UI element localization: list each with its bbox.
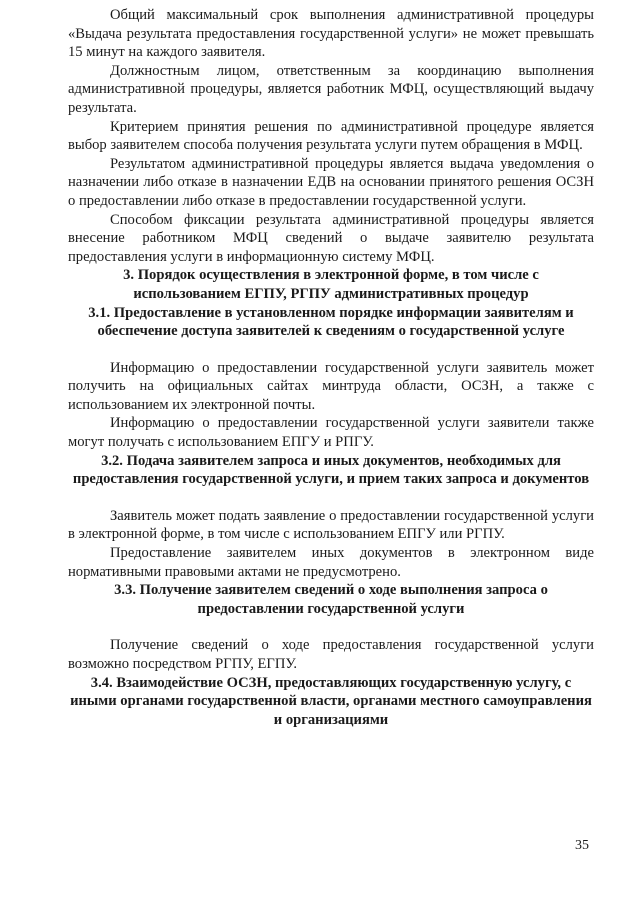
- section-3-2-heading: 3.2. Подача заявителем запроса и иных документов, необходимых для предоставления государственной услуги, и прием таких запроса и документов: [72, 452, 590, 488]
- section-3-1-heading: 3.1. Предоставление в установленном порядке информации заявителям и обеспечение доступа заявителей к сведениям о государственной услуге: [88, 304, 574, 340]
- section-3-heading: 3. Порядок осуществления в электронной форме, в том числе с использованием ЕГПУ, РГПУ административных процедур: [123, 267, 539, 302]
- section-3-4-heading: 3.4. Взаимодействие ОСЗН, предоставляющих государственную услугу, с иными органами государственной власти, органами местного самоуправления и организациями: [70, 674, 592, 728]
- intro-paragraph-1: Общий максимальный срок выполнения административной процедуры «Выдача результата предоставления государственной услуги» не может превышать 15 минут на каждого заявителя.: [68, 7, 594, 61]
- document-page: [68, 6, 594, 729]
- section-3-3-heading: 3.3. Получение заявителем сведений о ходе выполнения запроса о предоставлении государственной услуги: [114, 582, 548, 617]
- section-3-2-paragraph-1: Заявитель может подать заявление о предоставлении государственной услуги в электронной форме, в том числе с использованием ЕПГУ или РГПУ.: [68, 507, 594, 543]
- section-3-1-paragraph-2: Информацию о предоставлении государственной услуги заявители также могут получать с использованием ЕПГУ и РПГУ.: [68, 415, 594, 451]
- section-3-3-body: [68, 636, 594, 673]
- section-3-3-paragraph-1: Получение сведений о ходе предоставления государственной услуги возможно посредством РГПУ, ЕГПУ.: [68, 637, 594, 672]
- page-number: 35: [575, 838, 589, 853]
- section-3-2-body: [68, 507, 594, 581]
- section-3-1-paragraph-1: Информацию о предоставлении государственной услуги заявитель может получить на официальных сайтах минтруда области, ОСЗН, а также с использованием их электронной почты.: [68, 359, 594, 413]
- section-3-1-body: [68, 359, 594, 452]
- intro-paragraph-2: Должностным лицом, ответственным за координацию выполнения административной процедуры, является работник МФЦ, осуществляющий выдачу результата.: [68, 62, 594, 116]
- section-3-2-paragraph-2: Предоставление заявителем иных документов в электронном виде нормативными правовыми актами не предусмотрено.: [68, 545, 594, 580]
- intro-paragraph-3: Критерием принятия решения по административной процедуре является выбор заявителем способа получения результата услуги путем обращения в МФЦ.: [68, 118, 594, 154]
- intro-paragraph-4: Результатом административной процедуры является выдача уведомления о назначении либо отказе в назначении ЕДВ на основании принятого решения ОСЗН о предоставлении либо отказе в предоставлении государственной услуги.: [68, 155, 594, 209]
- intro-paragraph-5: Способом фиксации результата административной процедуры является внесение работником МФЦ сведений о выдаче заявителю результата предоставления услуги в информационную систему МФЦ.: [68, 211, 594, 265]
